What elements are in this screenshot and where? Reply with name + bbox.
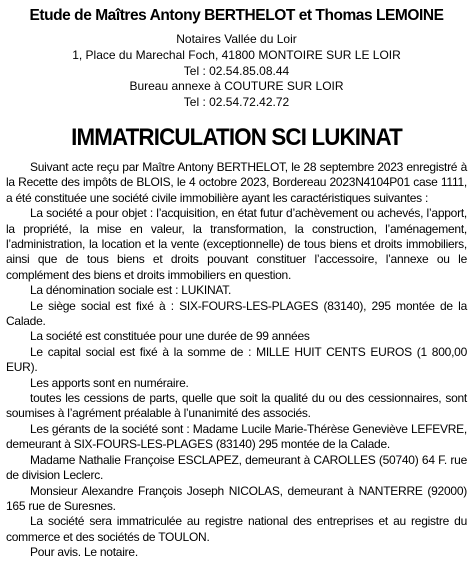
body-paragraph: toutes les cessions de parts, quelle que soit la qualité du ou des cessionnaires, sont soumises à l’agrément préalable à l’unanimité des associés. — [6, 391, 467, 421]
address-block — [6, 32, 467, 111]
firm-heading: Etude de Maîtres Antony BERTHELOT et Thomas LEMOINE — [29, 7, 444, 24]
body-paragraph: Le siège social est fixé à : SIX-FOURS-LES-PLAGES (83140), 295 montée de la Calade. — [6, 298, 467, 329]
body-paragraph: Suivant acte reçu par Maître Antony BERTHELOT, le 28 septembre 2023 enregistré à la Recette des impôts de BLOIS, le 4 octobre 2023, Bordereau 2023N4104P01 case 1111, a été constituée une société civile immobilière ayant les caractéristiques suivantes : — [6, 159, 467, 205]
body-paragraph: Monsieur Alexandre François Joseph NICOLAS, demeurant à NANTERRE (92000) 165 rue de Suresnes. — [6, 483, 467, 513]
body-paragraph: Les gérants de la société sont : Madame Lucile Marie-Thérèse Geneviève LEFEVRE, demeurant à SIX-FOURS-LES-PLAGES (83140) 295 montée de la Calade. — [6, 421, 467, 452]
notice-title: IMMATRICULATION SCI LUKINAT — [71, 123, 402, 151]
body-paragraph: La société sera immatriculée au registre national des entreprises et au registre du commerce et des sociétés de TOULON. — [6, 514, 467, 544]
body-paragraph: La société a pour objet : l’acquisition, en état futur d’achèvement ou achevés, l’apport, la propriété, la mise en valeur, la transformation, la construction, l’aménagement, l’administration, la location et la vente (exceptionnelle) de tous biens et droits immobiliers, ainsi que de tous biens et droits pouvant constituer l’accessoire, l’annexe ou le complément des biens et droits immobiliers en question. — [6, 206, 467, 282]
address-line: Bureau annexe à COUTURE SUR LOIR — [129, 79, 344, 94]
body-paragraph: La dénomination sociale est : LUKINAT. — [30, 283, 232, 298]
address-line: Notaires Vallée du Loir — [176, 32, 297, 46]
notice-body — [6, 160, 467, 561]
address-line: Tel : 02.54.85.08.44 — [183, 63, 290, 78]
body-paragraph: La société est constituée pour une durée de 99 années — [30, 329, 310, 344]
address-line: 1, Place du Marechal Foch, 41800 MONTOIRE SUR LE LOIR — [72, 47, 401, 62]
body-paragraph: Les apports sont en numéraire. — [30, 375, 189, 390]
body-paragraph: Pour avis. Le notaire. — [30, 545, 138, 560]
address-line: Tel : 02.54.72.42.72 — [183, 95, 290, 110]
body-paragraph: Le capital social est fixé à la somme de : MILLE HUIT CENTS EUROS (1 800,00 EUR). — [6, 344, 467, 375]
body-paragraph: Madame Nathalie Françoise ESCLAPEZ, demeurant à CAROLLES (50740) 64 F. rue de division Leclerc. — [6, 452, 467, 483]
